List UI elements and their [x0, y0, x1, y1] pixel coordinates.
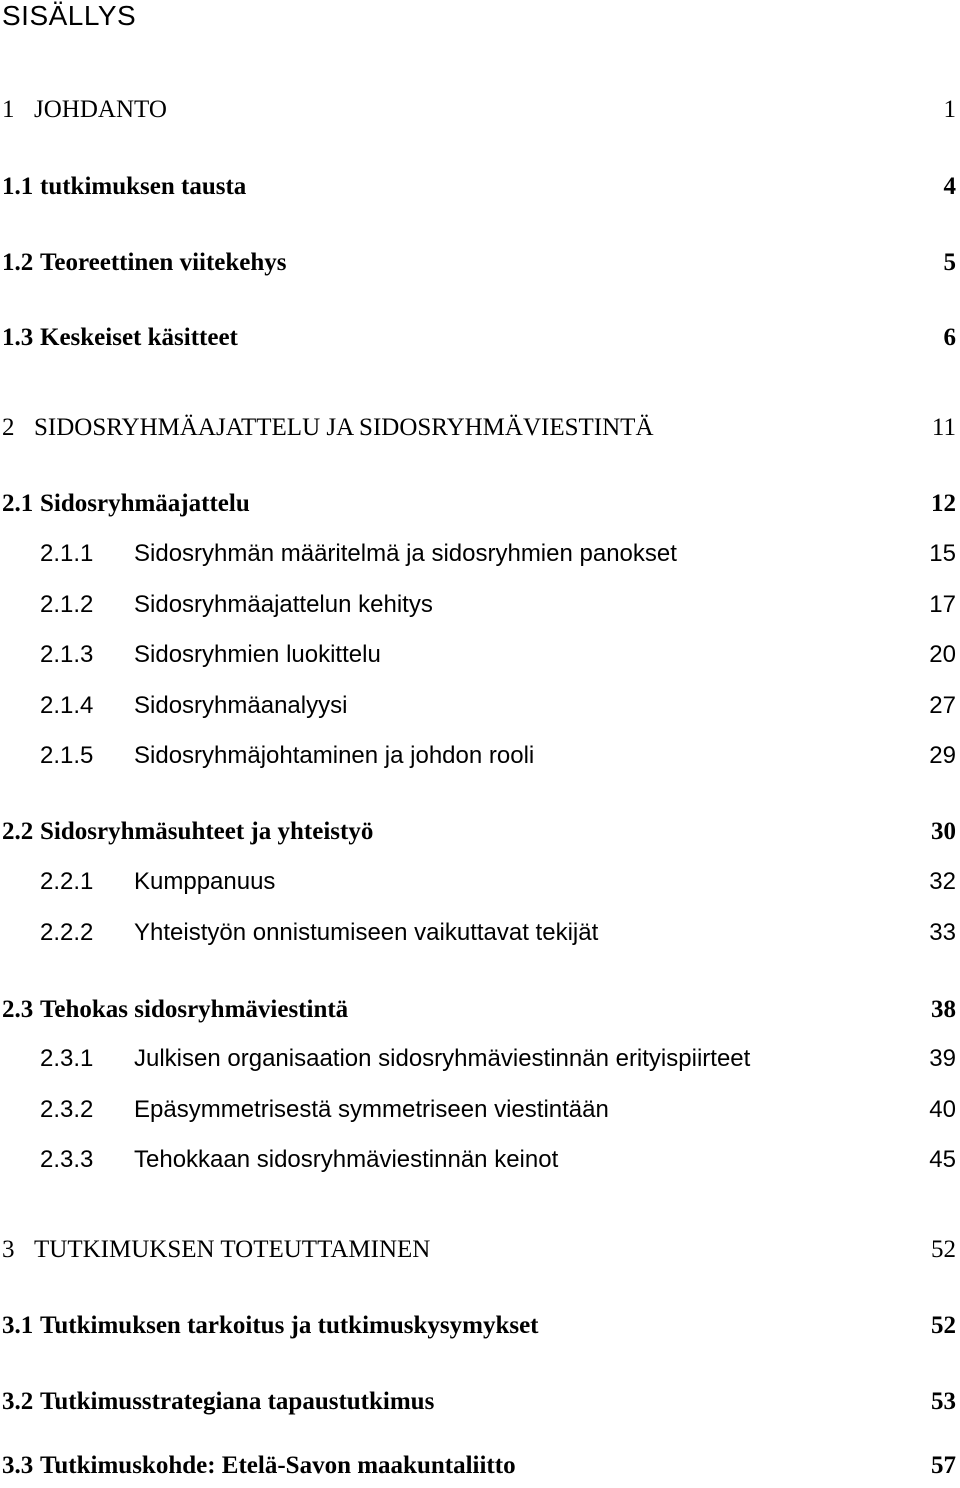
- toc-entry-2-1-5[interactable]: [0, 736, 960, 776]
- toc-entry-number: 3: [2, 1236, 15, 1263]
- toc-entry-1-2[interactable]: [0, 243, 960, 283]
- toc-entry-page: 30: [931, 818, 956, 845]
- toc-entry-number: 2.1.3: [40, 641, 94, 668]
- toc-entry-2[interactable]: [0, 408, 960, 448]
- toc-entry-page: 5: [943, 249, 956, 276]
- toc-entry-page: 33: [929, 919, 956, 946]
- toc-entry-number: 2.3.3: [40, 1146, 94, 1173]
- toc-entry-number: 3.3: [2, 1452, 34, 1479]
- toc-entry-2-1-4[interactable]: [0, 686, 960, 726]
- toc-entry-title: Tutkimuskohde: Etelä-Savon maakuntaliitto: [40, 1452, 516, 1479]
- toc-entry-2-1[interactable]: [0, 484, 960, 524]
- toc-entry-page: 29: [929, 742, 956, 769]
- toc-entry-2-2-1[interactable]: [0, 862, 960, 902]
- toc-entry-1-3[interactable]: [0, 318, 960, 358]
- toc-entry-number: 2.2.2: [40, 919, 94, 946]
- toc-entry-2-2[interactable]: [0, 812, 960, 852]
- toc-entry-3-1[interactable]: [0, 1306, 960, 1346]
- toc-entry-number: 2.1.4: [40, 692, 94, 719]
- toc-entry-page: 1: [943, 96, 956, 123]
- toc-entry-2-1-1[interactable]: [0, 534, 960, 574]
- toc-entry-2-3-1[interactable]: [0, 1039, 960, 1079]
- toc-entry-page: 32: [929, 868, 956, 895]
- toc-entry-title: Tutkimusstrategiana tapaustutkimus: [40, 1388, 435, 1415]
- toc-entry-page: 38: [931, 996, 956, 1023]
- toc-entry-1-1[interactable]: [0, 167, 960, 207]
- toc-entry-number: 2.3.2: [40, 1096, 94, 1123]
- toc-entry-3[interactable]: [0, 1230, 960, 1270]
- toc-entry-2-3-2[interactable]: [0, 1090, 960, 1130]
- toc-entry-number: 1.1: [2, 173, 34, 200]
- toc-entry-title: Epäsymmetrisestä symmetriseen viestintään: [134, 1096, 609, 1123]
- toc-entry-page: 20: [929, 641, 956, 668]
- toc-entry-page: 6: [943, 324, 956, 351]
- toc-entry-title: Tutkimuksen tarkoitus ja tutkimuskysymykset: [40, 1312, 539, 1339]
- toc-entry-number: 2.1.5: [40, 742, 94, 769]
- toc-entry-title: Tehokkaan sidosryhmäviestinnän keinot: [134, 1146, 559, 1173]
- toc-entry-title: Sidosryhmäsuhteet ja yhteistyö: [40, 818, 374, 845]
- toc-entry-number: 2.3.1: [40, 1045, 94, 1072]
- toc-entry-title: Sidosryhmäjohtaminen ja johdon rooli: [134, 742, 535, 769]
- toc-entry-page: 39: [929, 1045, 956, 1072]
- toc-entry-number: 2.1.2: [40, 591, 94, 618]
- toc-entry-page: 15: [929, 540, 956, 567]
- toc-entry-title: SIDOSRYHMÄAJATTELU JA SIDOSRYHMÄVIESTINTÄ: [34, 414, 654, 441]
- toc-entry-number: 1.3: [2, 324, 34, 351]
- toc-entry-number: 1.2: [2, 249, 34, 276]
- toc-entry-3-2[interactable]: [0, 1382, 960, 1422]
- toc-entry-title: Teoreettinen viitekehys: [40, 249, 287, 276]
- toc-entry-page: 40: [929, 1096, 956, 1123]
- toc-entry-page: 53: [931, 1388, 956, 1415]
- toc-entry-2-1-3[interactable]: [0, 635, 960, 675]
- toc-entry-2-3-3[interactable]: [0, 1140, 960, 1180]
- toc-entry-title: tutkimuksen tausta: [40, 173, 247, 200]
- toc-entry-1[interactable]: [0, 90, 960, 130]
- toc-entry-title: Sidosryhmäajattelun kehitys: [134, 591, 433, 618]
- toc-entry-2-1-2[interactable]: [0, 585, 960, 625]
- toc-entry-title: Sidosryhmän määritelmä ja sidosryhmien panokset: [134, 540, 677, 567]
- toc-entry-page: 45: [929, 1146, 956, 1173]
- toc-entry-number: 2.3: [2, 996, 34, 1023]
- toc-entry-number: 1: [2, 96, 15, 123]
- toc-entry-title: Keskeiset käsitteet: [40, 324, 238, 351]
- toc-entry-title: Yhteistyön onnistumiseen vaikuttavat tekijät: [134, 919, 599, 946]
- toc-entry-number: 2.1.1: [40, 540, 94, 567]
- toc-entry-3-3[interactable]: [0, 1446, 960, 1486]
- toc-entry-number: 2.2: [2, 818, 34, 845]
- toc-entry-page: 4: [943, 173, 956, 200]
- toc-entry-title: TUTKIMUKSEN TOTEUTTAMINEN: [34, 1236, 431, 1263]
- toc-entry-page: 11: [931, 414, 956, 441]
- toc-entry-2-2-2[interactable]: [0, 913, 960, 953]
- toc-entry-page: 27: [929, 692, 956, 719]
- toc-entry-2-3[interactable]: [0, 990, 960, 1030]
- toc-entry-title: Sidosryhmäajattelu: [40, 490, 250, 517]
- toc-entry-page: 52: [931, 1312, 956, 1339]
- toc-entry-title: JOHDANTO: [34, 96, 167, 123]
- toc-entry-title: Julkisen organisaation sidosryhmäviestinnän erityispiirteet: [134, 1045, 751, 1072]
- toc-entry-page: 12: [931, 490, 956, 517]
- toc-entry-number: 3.2: [2, 1388, 34, 1415]
- toc-entry-page: 52: [931, 1236, 956, 1263]
- toc-entry-title: Sidosryhmien luokittelu: [134, 641, 381, 668]
- page-title: SISÄLLYS: [2, 0, 137, 31]
- toc-entry-page: 57: [931, 1452, 956, 1479]
- toc-entry-title: Kumppanuus: [134, 868, 276, 895]
- toc-entry-number: 2.1: [2, 490, 34, 517]
- toc-entry-title: Sidosryhmäanalyysi: [134, 692, 348, 719]
- toc-entry-page: 17: [929, 591, 956, 618]
- toc-entry-number: 3.1: [2, 1312, 34, 1339]
- toc-entry-number: 2: [2, 414, 15, 441]
- toc-entry-title: Tehokas sidosryhmäviestintä: [40, 996, 349, 1023]
- toc-entry-number: 2.2.1: [40, 868, 94, 895]
